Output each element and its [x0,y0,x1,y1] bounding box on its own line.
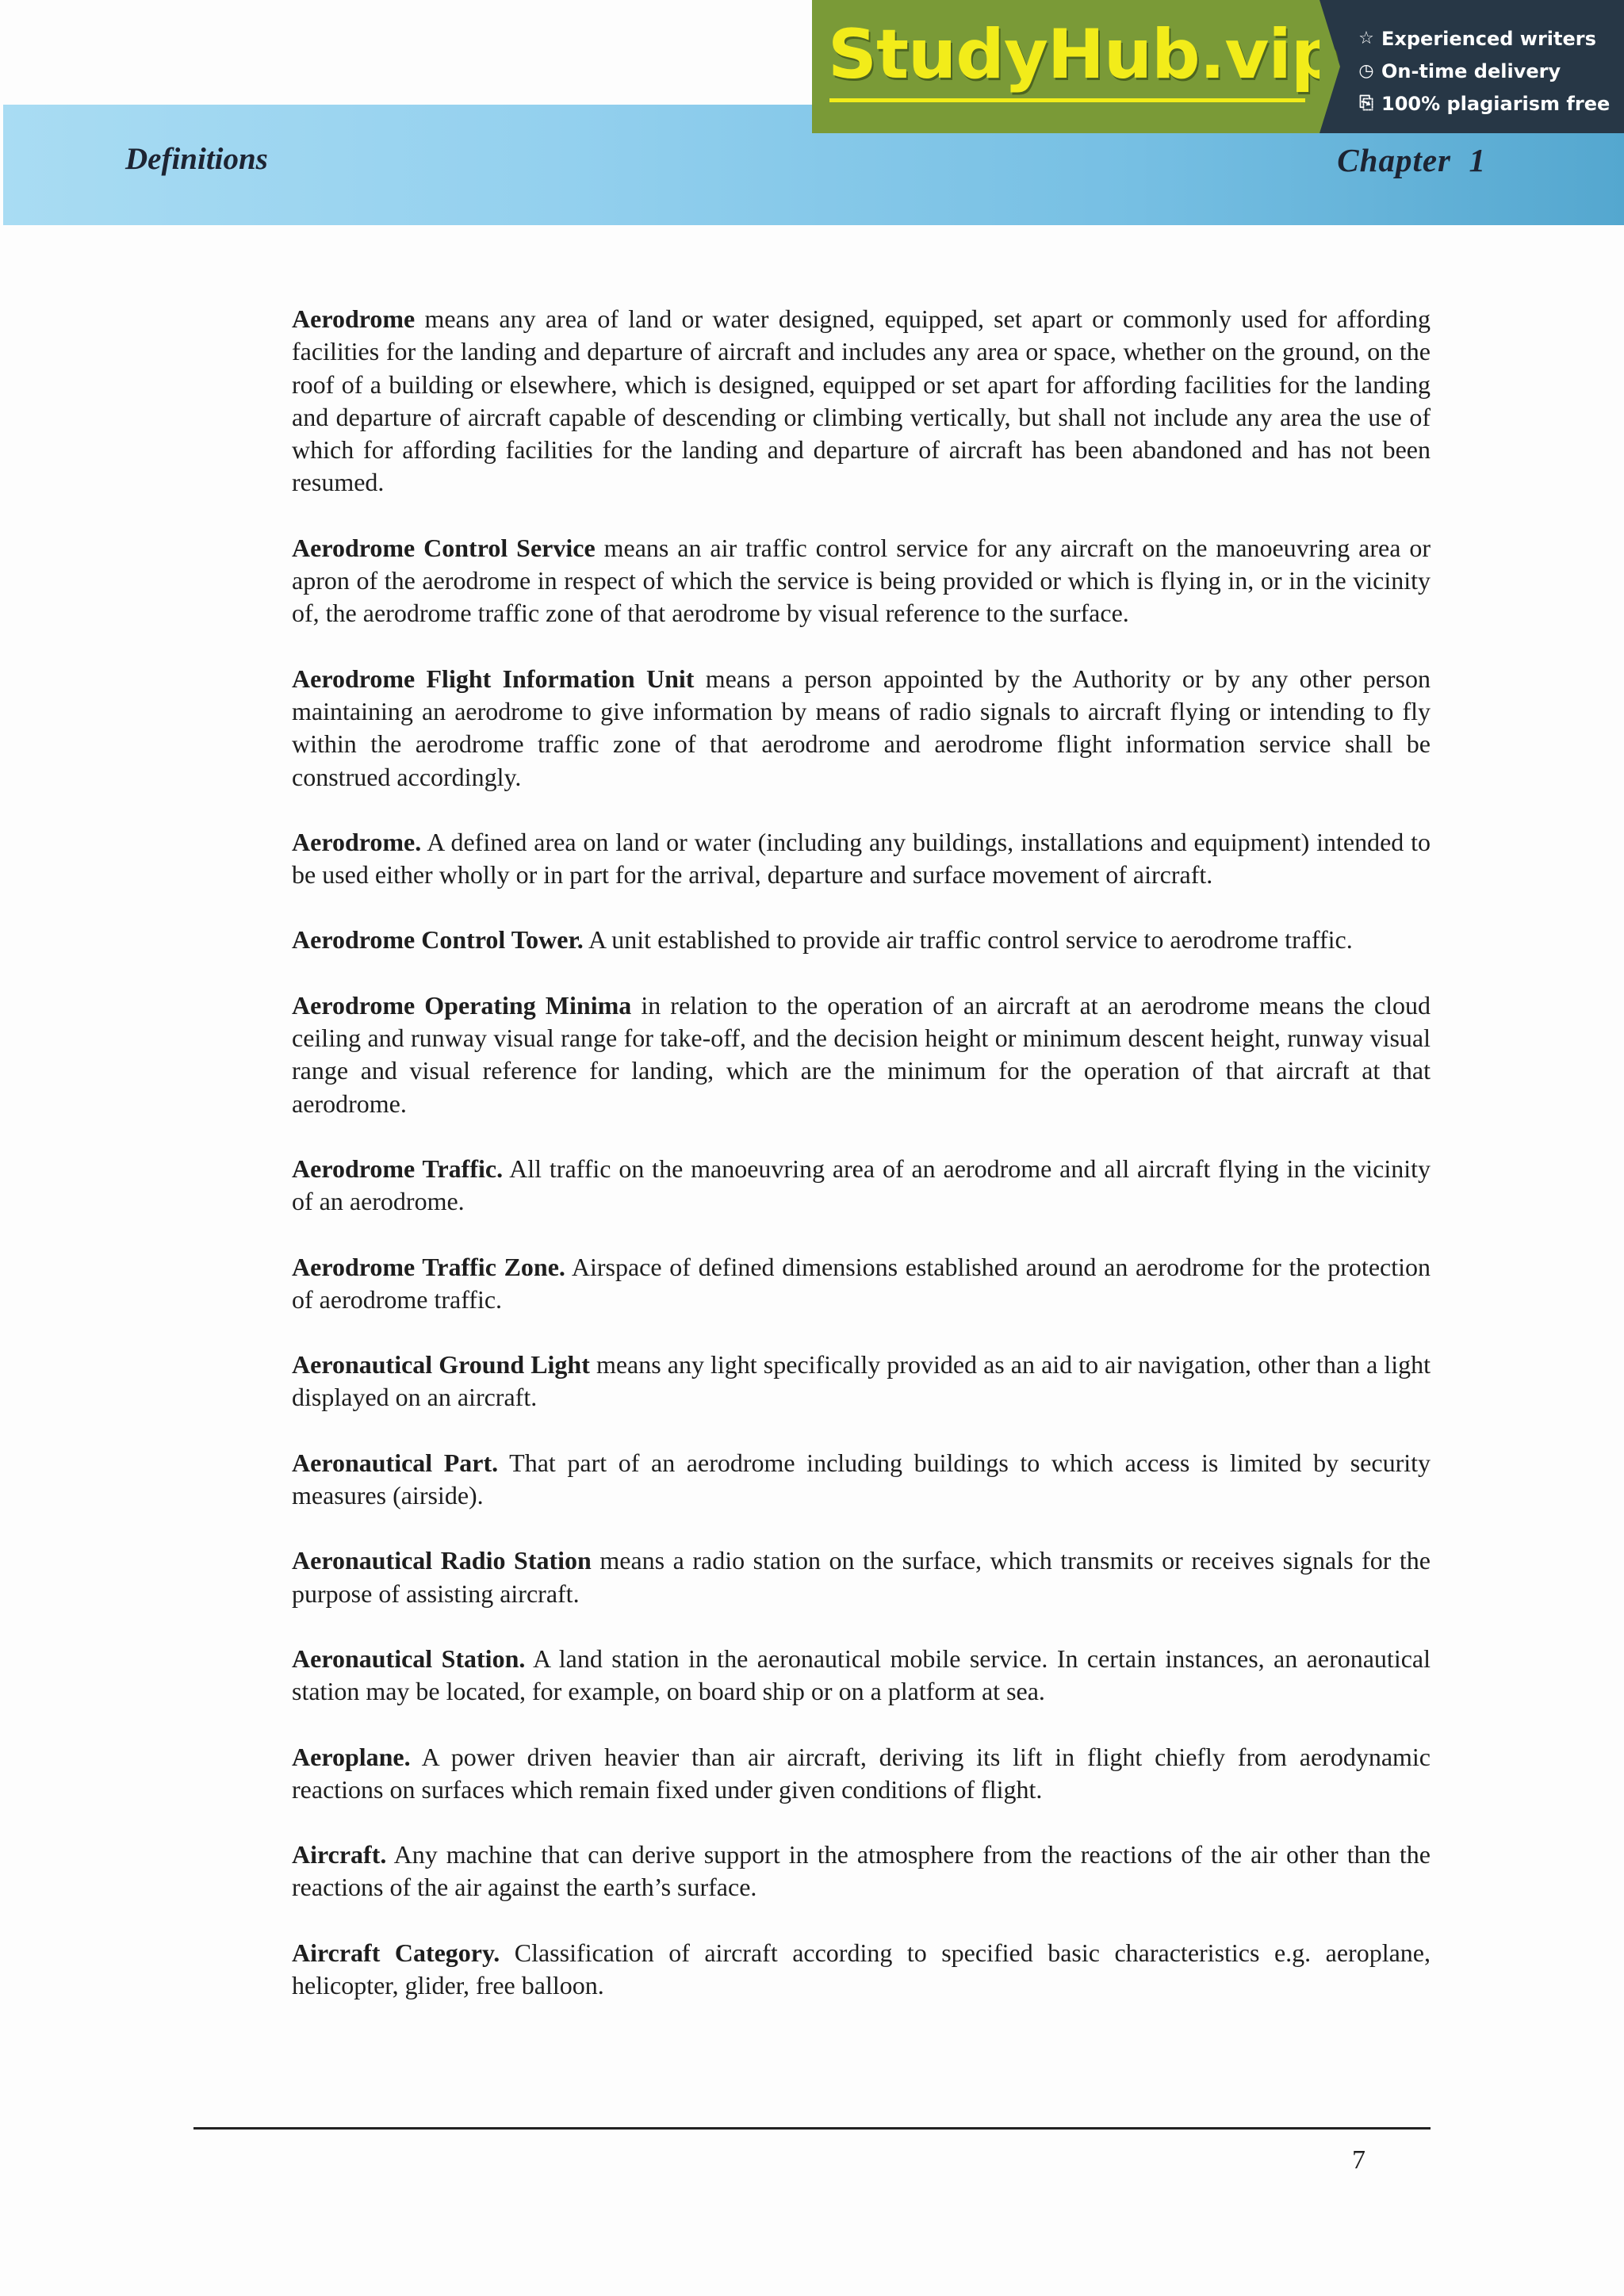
definition-term: Aerodrome Control Tower. [292,925,584,955]
feature-on-time-delivery [1356,55,1624,87]
definition-text: All traffic on the manoeuvring area of an aerodrome and all aircraft flying in the vicinity of an aerodrome. [292,1154,1431,1216]
studyhub-logo[interactable]: StudyHub.vip [828,15,1339,94]
definition-entry [292,303,1431,499]
definition-term: Aeronautical Ground Light [292,1350,590,1380]
definition-entry [292,1251,1431,1317]
definition-term: Aerodrome. [292,827,422,856]
definition-text: A unit established to provide air traffic control service to aerodrome traffic. [583,925,1353,955]
feature-label: On-time delivery [1381,59,1561,82]
definition-text: A power driven heavier than air aircraft, deriving its lift in flight chiefly from aerodynamic reactions on surfaces which remain fixed under given conditions of flight. [292,1742,1431,1804]
definition-entry [292,1839,1431,1904]
definition-term: Aircraft. [292,1840,387,1869]
definition-term: Aeronautical Part. [292,1448,499,1477]
definition-entry [292,924,1431,956]
studyhub-banner[interactable] [812,0,1624,133]
definition-entry [292,663,1431,794]
definition-text: A land station in the aeronautical mobile service. In certain instances, an aeronautical station may be located, for example, on board ship or on a platform at sea. [292,1644,1431,1706]
definition-entry [292,1937,1431,2003]
definition-text: A defined area on land or water (including any buildings, installations and equipment) intended to be used either wholly or in part for the arrival, departure and surface movement of aircraft. [292,827,1431,890]
banner-arrow [1320,0,1340,133]
banner-logo-panel[interactable] [812,0,1339,133]
definition-entry [292,1153,1431,1219]
definition-term: Aeronautical Radio Station [292,1546,592,1575]
feature-experienced-writers [1356,22,1624,55]
definition-entry [292,1349,1431,1414]
definition-text: in relation to the operation of an aircraft at an aerodrome means the cloud ceiling and runway visual range for take-off, and the decision height or minimum descent height, runway visual range and visual reference for landing, which are the minimum for the operation of that aircraft at that aerodrome. [292,990,1431,1118]
copy-icon: ⎘ [1359,94,1373,113]
footer-rule [193,2127,1431,2130]
definition-term: Aerodrome Flight Information Unit [292,664,695,693]
definition-entry [292,1741,1431,1807]
star-icon: ☆ [1358,29,1374,48]
page-number: 7 [1352,2145,1365,2175]
banner-features [1320,0,1624,133]
definition-term: Aeronautical Station. [292,1644,526,1673]
definition-text: That part of an aerodrome including buildings to which access is limited by security measures (airside). [292,1448,1431,1510]
definition-text: Classification of aircraft according to specified basic characteristics e.g. aeroplane, helicopter, glider, free balloon. [292,1938,1431,1999]
definition-entry [292,826,1431,892]
definition-term: Aircraft Category. [292,1938,500,1967]
definition-term: Aerodrome Traffic Zone. [292,1252,565,1281]
definition-term: Aerodrome Control Service [292,533,596,562]
definition-entry [292,1544,1431,1610]
feature-label: 100% plagiarism free [1381,92,1611,115]
definition-term: Aerodrome [292,304,416,333]
feature-label: Experienced writers [1381,27,1596,50]
definition-term: Aerodrome Traffic. [292,1154,504,1183]
definitions-list [292,303,1431,2034]
definition-entry [292,1447,1431,1513]
definition-text: means a person appointed by the Authority or by any other person maintaining an aerodrome to give information by means of radio signals to aircraft flying or intending to fly within the aerodrome traffic zone of that aerodrome and aerodrome flight information service shall be construed accordingly. [292,664,1431,791]
section-title: Definitions [125,142,268,176]
definition-text: means any area of land or water designed, equipped, set apart or commonly used for affording facilities for the landing and departure of aircraft and includes any area or space, whether on the ground, on the roof of a building or elsewhere, which is designed, equipped or set apart for affording facilities for the landing and departure of aircraft capable of descending or climbing vertically, but shall not include any area the use of which for affording facilities for the landing and departure of aircraft has been abandoned and has not been resumed. [292,304,1431,497]
feature-plagiarism-free [1356,87,1624,120]
definition-term: Aerodrome Operating Minima [292,990,632,1020]
chapter-label: Chapter 1 [1337,142,1486,178]
definition-entry [292,989,1431,1120]
definition-entry [292,532,1431,630]
definition-text: means a radio station on the surface, which transmits or receives signals for the purpose of assisting aircraft. [292,1546,1431,1608]
definition-entry [292,1643,1431,1709]
definition-text: means an air traffic control service for any aircraft on the manoeuvring area or apron of the aerodrome in respect of which the service is being provided or which is flying in, or in the vicinity of, the aerodrome traffic zone of that aerodrome by visual reference to the surface. [292,533,1431,628]
logo-underline [829,98,1305,102]
definition-text: means any light specifically provided as an aid to air navigation, other than a light displayed on an aircraft. [292,1350,1431,1412]
clock-icon: ◷ [1358,61,1374,81]
definition-text: Airspace of defined dimensions established around an aerodrome for the protection of aerodrome traffic. [292,1252,1431,1314]
definition-text: Any machine that can derive support in the atmosphere from the reactions of the air other than the reactions of the air against the earth’s surface. [292,1840,1431,1902]
definition-term: Aeroplane. [292,1742,411,1771]
